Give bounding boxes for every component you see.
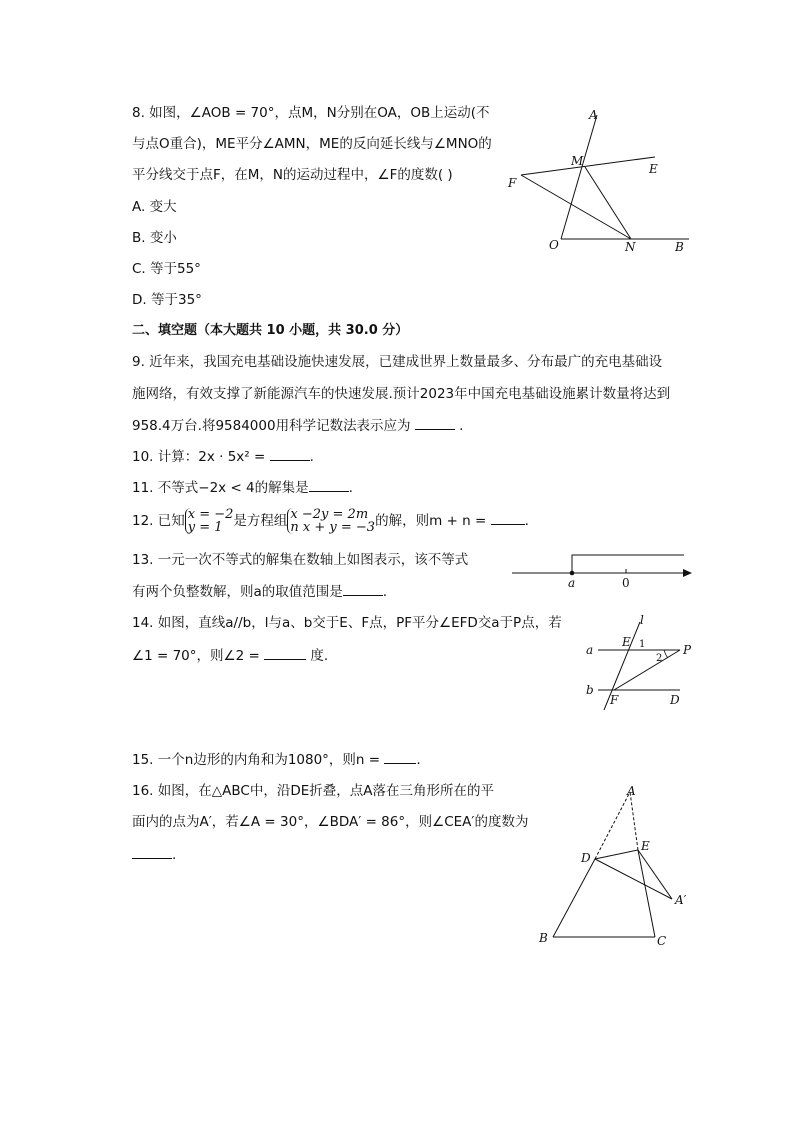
q16-figure bbox=[535, 782, 700, 952]
q8-option-c: C. 等于55° bbox=[132, 261, 201, 277]
q11-text: 11. 不等式−2x < 4的解集是 bbox=[132, 480, 309, 496]
q12-mid: 是方程组 bbox=[233, 513, 288, 529]
q16-label-b: B bbox=[539, 931, 548, 945]
q13-label-a: a bbox=[568, 576, 576, 590]
q8-option-d: D. 等于35° bbox=[132, 292, 202, 308]
q16-label-e: E bbox=[641, 839, 650, 853]
q12-solution-brace bbox=[185, 508, 234, 534]
q12-post: 的解，则m + n = bbox=[375, 513, 487, 529]
q14-label-angle1: 1 bbox=[639, 639, 646, 650]
q14-label-l: l bbox=[640, 613, 644, 627]
q16-label-c: C bbox=[657, 934, 667, 948]
q9-tail: . bbox=[459, 418, 464, 434]
q12-sys2-row2: n x + y = −3 bbox=[290, 520, 376, 535]
q8-label-e: E bbox=[649, 162, 658, 176]
q8-label-f: F bbox=[508, 176, 517, 190]
q13-tail: . bbox=[382, 584, 388, 600]
q14-label-b: b bbox=[586, 683, 594, 697]
q10-text: 10. 计算：2x · 5x² = bbox=[132, 449, 266, 465]
q16-tail: . bbox=[172, 847, 177, 863]
q12-pre: 12. 已知 bbox=[132, 513, 185, 529]
q10-line bbox=[132, 447, 314, 466]
q16-label-a-prime: A′ bbox=[675, 893, 687, 907]
q8-label-m: M bbox=[571, 154, 584, 168]
q12-sys1-row1: x = −2 bbox=[187, 507, 234, 522]
q8-line3: 平分线交于点F，在M，N的运动过程中，∠F的度数( ) bbox=[132, 167, 453, 183]
q8-figure bbox=[505, 105, 695, 255]
q11-line bbox=[132, 478, 353, 497]
q12-system-brace bbox=[287, 508, 375, 534]
q15-line bbox=[132, 750, 421, 769]
q8-label-n: N bbox=[625, 240, 636, 254]
q9-line1: 9. 近年来，我国充电基础设施快速发展，已建成世界上数量最多、分布最广的充电基础设 bbox=[132, 354, 663, 370]
q8-line2: 与点O重合)，ME平分∠AMN，ME的反向延长线与∠MNO的 bbox=[132, 136, 492, 152]
q9-line3 bbox=[132, 416, 463, 435]
q14-line2 bbox=[132, 646, 328, 665]
q14-label-d: D bbox=[670, 693, 680, 707]
q16-line1: 16. 如图，在△ABC中，沿DE折叠，点A落在三角形所在的平 bbox=[132, 783, 494, 799]
section-heading-fill-in: 二、填空题（本大题共 10 小题，共 30.0 分） bbox=[132, 323, 409, 338]
q12-line bbox=[132, 506, 529, 536]
q13-line2 bbox=[132, 582, 387, 601]
q9-answer-blank[interactable] bbox=[415, 416, 455, 430]
q16-label-d: D bbox=[581, 851, 591, 865]
q8-label-o: O bbox=[549, 238, 559, 252]
q14-label-p: P bbox=[683, 643, 692, 657]
q9-line3-text: 958.4万台.将9584000用科学记数法表示应为 bbox=[132, 418, 411, 434]
q11-answer-blank[interactable] bbox=[309, 478, 349, 492]
q9-line2: 施网络，有效支撑了新能源汽车的快速发展.预计2023年中国充电基础设施累计数量将达到 bbox=[132, 386, 671, 402]
q14-line1: 14. 如图，直线a//b，l与a、b交于E、F点，PF平分∠EFD交a于P点，若 bbox=[132, 615, 562, 631]
q11-tail: . bbox=[348, 480, 353, 496]
q13-line2-text: 有两个负整数解，则a的取值范围是 bbox=[132, 584, 343, 600]
q10-answer-blank[interactable] bbox=[270, 447, 310, 461]
q14-line2-text: ∠1 = 70°，则∠2 = bbox=[132, 648, 260, 664]
q14-label-f: F bbox=[610, 693, 619, 707]
q14-figure bbox=[580, 612, 700, 712]
q16-label-a: A bbox=[627, 784, 636, 798]
q14-label-e: E bbox=[622, 635, 631, 649]
q13-answer-blank[interactable] bbox=[343, 582, 383, 596]
q14-label-angle2: 2 bbox=[656, 653, 663, 664]
q14-label-a: a bbox=[586, 643, 594, 657]
q12-answer-blank[interactable] bbox=[491, 511, 525, 525]
q16-line3 bbox=[132, 845, 176, 864]
q13-number-line bbox=[510, 548, 695, 593]
q14-tail: 度. bbox=[310, 648, 329, 664]
q12-sys1-row2: y = 1 bbox=[187, 520, 223, 535]
q15-tail: . bbox=[416, 752, 421, 768]
q10-tail: . bbox=[309, 449, 314, 465]
q8-label-b: B bbox=[675, 240, 684, 254]
q8-option-b: B. 变小 bbox=[132, 230, 177, 246]
q16-line2: 面内的点为A′，若∠A = 30°，∠BDA′ = 86°，则∠CEA′的度数为 bbox=[132, 814, 529, 830]
q13-label-zero: 0 bbox=[622, 576, 630, 590]
q8-line1: 8. 如图，∠AOB = 70°，点M，N分别在OA，OB上运动(不 bbox=[132, 105, 490, 121]
q15-text: 15. 一个n边形的内角和为1080°，则n = bbox=[132, 752, 381, 768]
q8-label-a: A bbox=[589, 108, 598, 122]
q8-option-a: A. 变大 bbox=[132, 199, 177, 215]
q16-answer-blank[interactable] bbox=[132, 845, 172, 859]
q14-answer-blank[interactable] bbox=[264, 646, 306, 660]
q15-answer-blank[interactable] bbox=[384, 750, 416, 764]
q12-sys2-row1: x −2y = 2m bbox=[290, 507, 369, 522]
q13-line1: 13. 一元一次不等式的解集在数轴上如图表示，该不等式 bbox=[132, 552, 469, 568]
q12-tail: . bbox=[524, 513, 529, 529]
